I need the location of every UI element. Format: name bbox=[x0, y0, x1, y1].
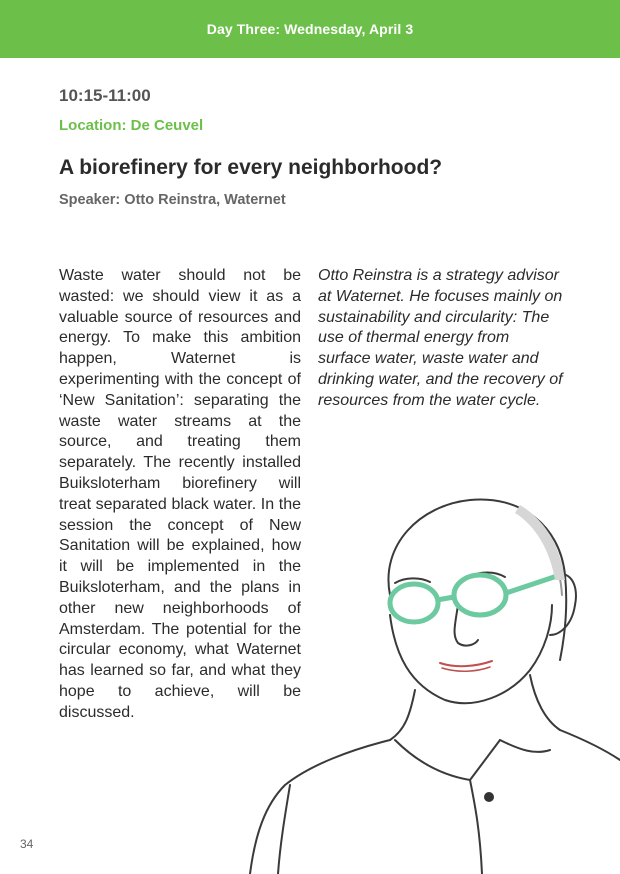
session-speaker: Speaker: Otto Reinstra, Waternet bbox=[59, 192, 286, 208]
shirt-button bbox=[484, 792, 494, 802]
day-header bbox=[0, 0, 620, 58]
session-description: Waste water should not be wasted: we should view it as a valuable source of resources and energy. To make this ambition happen, Waternet is experimenting with the concept of ‘New Sanitation’: separating the waste water streams at the source, and treating them separately. The recently installed Buiksloterham biorefinery will treat separated black water. In the session the concept of New Sanitation will be explained, how it will be implemented in the Buiksloterham, and the plans in other new neighborhoods of Amsterdam. The potential for the circular economy, what Waternet has learned so far, and what they hope to achieve, will be discussed. bbox=[59, 267, 301, 721]
day-header-title: Day Three: Wednesday, April 3 bbox=[206, 21, 414, 37]
page-number: 34 bbox=[20, 837, 34, 851]
speaker-portrait-illustration bbox=[230, 485, 620, 874]
session-location: Location: De Ceuvel bbox=[59, 117, 204, 134]
glasses-icon bbox=[390, 575, 560, 622]
session-title: A biorefinery for every neighborhood? bbox=[59, 156, 443, 179]
speaker-bio: Otto Reinstra is a strategy advisor at Waternet. He focuses mainly on sustainability and circularity: The use of thermal energy from surface water, waste water and drinking water, and the recovery of resources from the water cycle. bbox=[318, 267, 563, 409]
session-time: 10:15-11:00 bbox=[59, 86, 151, 105]
